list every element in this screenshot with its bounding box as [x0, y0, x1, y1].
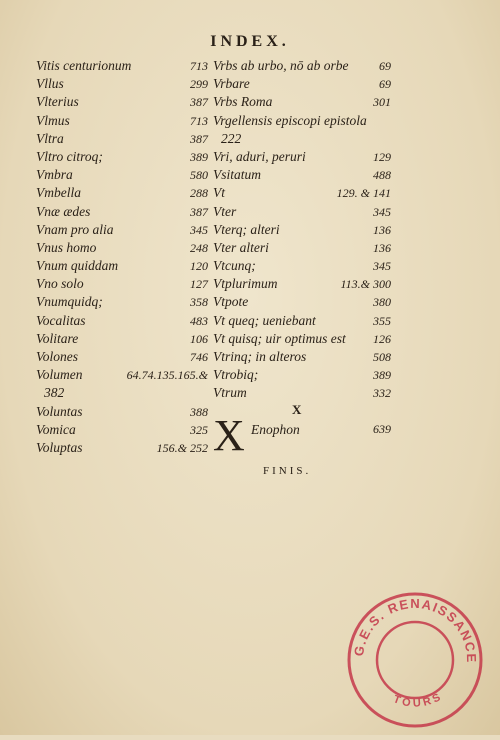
- index-page-ref: 69: [379, 77, 391, 92]
- index-term: Vt quisq; uir optimus est: [213, 330, 346, 346]
- index-term: Vltra: [36, 130, 64, 146]
- index-term: Vltro citroq;: [36, 148, 103, 164]
- index-term: Vtcunq;: [213, 258, 256, 274]
- index-entry: [36, 366, 208, 384]
- index-entry: [36, 148, 208, 166]
- library-stamp: [340, 585, 490, 735]
- index-term: Vtplurimum: [213, 276, 278, 292]
- index-entry: [36, 384, 208, 402]
- index-page-ref: 713: [190, 59, 208, 73]
- index-page-ref: 127: [190, 277, 208, 292]
- index-entry: [36, 203, 208, 221]
- xenophon-term: Enophon: [251, 422, 300, 437]
- index-term: Vsitatum: [213, 167, 262, 183]
- index-entry: [213, 366, 391, 384]
- index-term: Voluntas: [36, 403, 83, 419]
- index-entry: [36, 130, 208, 148]
- index-entry: [36, 221, 208, 239]
- index-page-ref: 483: [190, 313, 208, 328]
- index-page-ref: 345: [373, 259, 391, 274]
- index-term: Vrbare: [213, 76, 250, 92]
- index-entry: [213, 93, 391, 111]
- index-term: Voluptas: [36, 439, 83, 455]
- index-entry: [36, 257, 208, 275]
- index-entry: [36, 184, 208, 202]
- index-term: 222: [221, 130, 242, 146]
- index-page-ref: 488: [373, 168, 391, 183]
- index-page-ref: 508: [373, 350, 391, 364]
- index-entry: [213, 75, 391, 93]
- index-term: Vter: [213, 203, 237, 219]
- index-page-ref: 387: [190, 95, 208, 110]
- index-entry: [36, 275, 208, 293]
- index-entry: [213, 293, 391, 311]
- index-term: Vtrobiq;: [213, 367, 259, 383]
- index-term: Vt queq; ueniebant: [213, 312, 316, 328]
- index-term: Vtrum: [213, 385, 247, 401]
- index-entry: [213, 148, 391, 166]
- index-term: Vlterius: [36, 94, 79, 110]
- index-term: Vnus homo: [36, 239, 97, 255]
- index-column-left: [36, 57, 208, 457]
- index-page-ref: 380: [373, 295, 391, 310]
- index-term: Vno solo: [36, 276, 84, 292]
- index-page-ref: 288: [190, 186, 208, 201]
- index-page-ref: 136: [373, 222, 391, 237]
- index-page-ref: 325: [190, 422, 208, 437]
- dropcap-x: X: [213, 411, 245, 460]
- index-page-ref: 332: [373, 386, 391, 401]
- index-entry: [213, 130, 391, 148]
- index-page-ref: 746: [190, 350, 208, 364]
- index-entry: [36, 239, 208, 257]
- index-entry: [36, 439, 208, 457]
- index-entry: [36, 166, 208, 184]
- index-term: Vrbs ab urbo, nō ab orbe: [213, 58, 349, 73]
- index-page-ref: 713: [190, 113, 208, 128]
- index-page-ref: 580: [190, 168, 208, 183]
- index-entry: [36, 403, 208, 421]
- index-page-ref: 69: [379, 59, 391, 73]
- stamp-seal-icon: [340, 585, 490, 735]
- index-page-ref: 388: [190, 404, 208, 419]
- index-entry: [36, 312, 208, 330]
- index-page-ref: 129: [373, 149, 391, 164]
- index-page-ref: 129. & 141: [336, 186, 391, 201]
- page-title: INDEX.: [210, 33, 290, 50]
- index-entry: [213, 166, 391, 184]
- index-term: Vter alteri: [213, 239, 269, 255]
- index-entry: [213, 221, 391, 239]
- index-entry: [36, 330, 208, 348]
- index-entry: [213, 384, 391, 402]
- index-term: Volumen: [36, 367, 83, 383]
- index-entry: [36, 75, 208, 93]
- section-letter-x: X: [292, 402, 302, 417]
- index-term: 382: [44, 385, 65, 401]
- index-page-ref: 156.& 252: [156, 440, 208, 455]
- index-term: Vt: [213, 185, 225, 201]
- index-page-ref: 64.74.135.165.&: [126, 368, 208, 383]
- index-entry: [36, 57, 208, 75]
- index-page-ref: 389: [190, 149, 208, 164]
- index-term: Vmbella: [36, 185, 81, 201]
- index-entry: [213, 203, 391, 221]
- index-page-ref: 389: [373, 368, 391, 383]
- index-page-ref: 358: [190, 295, 208, 310]
- index-entry: [213, 257, 391, 275]
- finis-text: FINIS.: [263, 465, 312, 477]
- index-page-ref: 301: [373, 95, 391, 110]
- index-entry: [213, 312, 391, 330]
- index-page-ref: 345: [190, 222, 208, 237]
- index-term: Vnumquidq;: [36, 294, 103, 310]
- index-term: Vmbra: [36, 167, 73, 183]
- index-term: Vri, aduri, peruri: [213, 148, 306, 164]
- index-page-ref: 136: [373, 240, 391, 255]
- index-entry: [213, 275, 391, 293]
- index-term: Vnæ ædes: [36, 203, 91, 219]
- index-term: Vtpote: [213, 294, 249, 310]
- index-term: Vlmus: [36, 112, 70, 128]
- index-entry: [213, 330, 391, 348]
- index-entry: [213, 184, 391, 202]
- xenophon-page: 639: [373, 422, 391, 436]
- index-page-ref: 299: [190, 77, 208, 92]
- index-term: Vrbs Roma: [213, 94, 273, 110]
- index-page-ref: 120: [190, 259, 208, 274]
- index-term: Vllus: [36, 76, 64, 92]
- index-page-ref: 345: [373, 204, 391, 219]
- index-entry: [213, 348, 391, 366]
- index-page-ref: 387: [190, 131, 208, 146]
- index-page-ref: 387: [190, 204, 208, 219]
- svg-text:G.E.S. RENAISSANCE: G.E.S. RENAISSANCE: [350, 595, 480, 664]
- index-page-ref: 355: [373, 313, 391, 328]
- index-entry: [213, 239, 391, 257]
- index-term: Vomica: [36, 421, 76, 437]
- index-column-right: [213, 57, 391, 403]
- index-term: Vtrinq; in alteros: [213, 349, 307, 364]
- svg-text:TOURS: TOURS: [391, 690, 446, 710]
- index-entry: [36, 348, 208, 366]
- index-entry: [36, 421, 208, 439]
- index-term: Vitis centurionum: [36, 58, 132, 73]
- index-term: Volitare: [36, 330, 79, 346]
- index-page-ref: 113.& 300: [340, 277, 391, 292]
- index-entry: [213, 57, 391, 75]
- index-entry: [36, 112, 208, 130]
- index-page-ref: 106: [190, 331, 208, 346]
- index-page-ref: 248: [190, 240, 208, 255]
- index-term: Vterq; alteri: [213, 221, 280, 237]
- index-entry: [36, 293, 208, 311]
- index-entry: [213, 112, 391, 130]
- index-term: Vocalitas: [36, 312, 86, 328]
- index-page-ref: 126: [373, 331, 391, 346]
- index-term: Vnam pro alia: [36, 221, 114, 237]
- index-term: Vrgellensis episcopi epistola: [213, 112, 367, 128]
- index-term: Vnum quiddam: [36, 258, 119, 274]
- xenophon-entry: [213, 411, 391, 460]
- index-term: Volones: [36, 349, 78, 364]
- index-entry: [36, 93, 208, 111]
